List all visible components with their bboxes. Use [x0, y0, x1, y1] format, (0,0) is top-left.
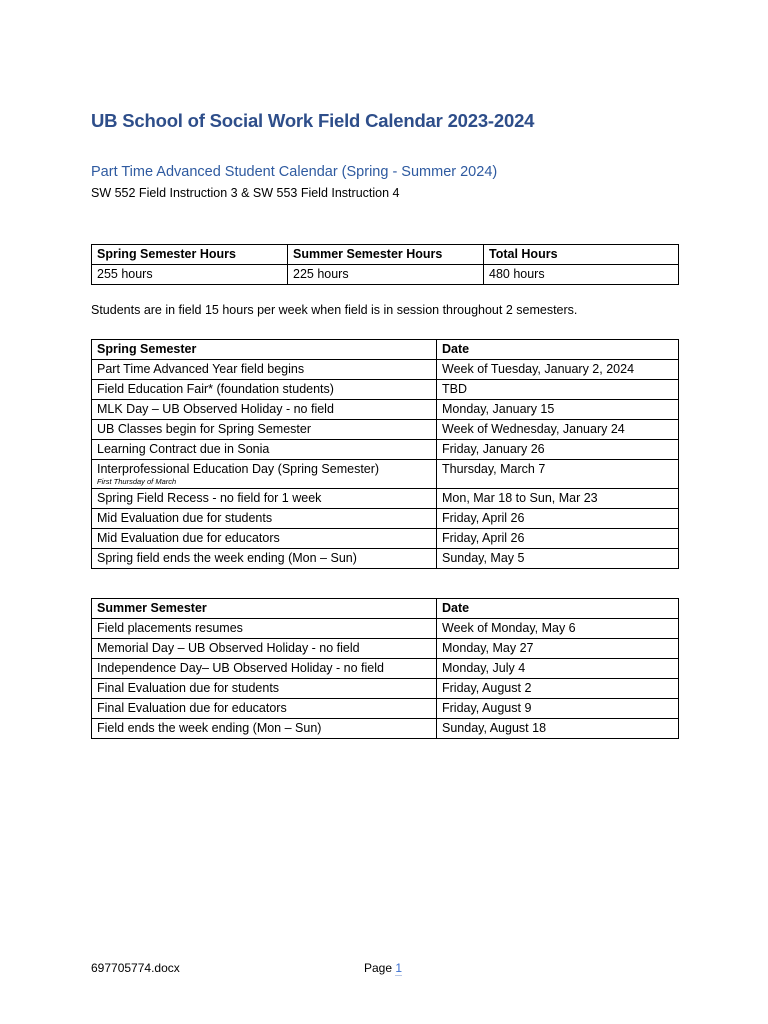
spring-hours-value: 255 hours [92, 265, 288, 285]
event-cell: UB Classes begin for Spring Semester [92, 420, 437, 440]
event-cell: Field placements resumes [92, 619, 437, 639]
event-cell: Final Evaluation due for students [92, 679, 437, 699]
date-cell: Friday, April 26 [437, 509, 679, 529]
date-cell: Monday, July 4 [437, 659, 679, 679]
date-cell: Week of Wednesday, January 24 [437, 420, 679, 440]
table-row [92, 719, 679, 739]
table-row [92, 360, 679, 380]
footer-filename: 697705774.docx [91, 961, 180, 975]
header-summer-hours: Summer Semester Hours [288, 245, 484, 265]
total-hours-value: 480 hours [484, 265, 679, 285]
table-row [92, 420, 679, 440]
table-row [92, 509, 679, 529]
page-number: 1 [395, 961, 403, 975]
date-cell: Mon, Mar 18 to Sun, Mar 23 [437, 489, 679, 509]
table-row [92, 460, 679, 489]
event-cell: Field ends the week ending (Mon – Sun) [92, 719, 437, 739]
event-cell: Part Time Advanced Year field begins [92, 360, 437, 380]
table-row [92, 549, 679, 569]
event-footnote: First Thursday of March [97, 477, 177, 486]
table-row [92, 529, 679, 549]
spring-table-header-row [92, 340, 679, 360]
page-label: Page [364, 961, 393, 975]
date-cell: Sunday, May 5 [437, 549, 679, 569]
table-row [92, 440, 679, 460]
event-cell: Learning Contract due in Sonia [92, 440, 437, 460]
table-row [92, 699, 679, 719]
event-cell [92, 460, 437, 489]
spring-semester-table [91, 339, 679, 569]
header-spring-hours: Spring Semester Hours [92, 245, 288, 265]
summer-hours-value: 225 hours [288, 265, 484, 285]
summer-table-header-row [92, 599, 679, 619]
header-spring-semester: Spring Semester [92, 340, 437, 360]
date-cell: Sunday, August 18 [437, 719, 679, 739]
table-row [92, 679, 679, 699]
date-cell: Friday, August 2 [437, 679, 679, 699]
date-cell: Thursday, March 7 [437, 460, 679, 489]
event-text: Interprofessional Education Day (Spring Semester) [97, 462, 380, 476]
date-cell: Week of Monday, May 6 [437, 619, 679, 639]
table-row [92, 639, 679, 659]
summer-semester-table [91, 598, 679, 739]
hours-table [91, 244, 679, 285]
header-date: Date [437, 340, 679, 360]
event-cell: Mid Evaluation due for students [92, 509, 437, 529]
table-row [92, 619, 679, 639]
event-cell: Spring field ends the week ending (Mon – Sun) [92, 549, 437, 569]
hours-table-header-row [92, 245, 679, 265]
header-total-hours: Total Hours [484, 245, 679, 265]
date-cell: Week of Tuesday, January 2, 2024 [437, 360, 679, 380]
table-row [92, 489, 679, 509]
hours-table-value-row [92, 265, 679, 285]
event-cell: Mid Evaluation due for educators [92, 529, 437, 549]
date-cell: Friday, January 26 [437, 440, 679, 460]
footer-page-number [364, 961, 402, 975]
date-cell: Friday, August 9 [437, 699, 679, 719]
event-cell: MLK Day – UB Observed Holiday - no field [92, 400, 437, 420]
course-line: SW 552 Field Instruction 3 & SW 553 Field Instruction 4 [91, 186, 400, 200]
table-row [92, 659, 679, 679]
table-row [92, 400, 679, 420]
date-cell: TBD [437, 380, 679, 400]
document-title: UB School of Social Work Field Calendar 2023-2024 [91, 110, 535, 131]
event-cell: Independence Day– UB Observed Holiday - no field [92, 659, 437, 679]
date-cell: Monday, May 27 [437, 639, 679, 659]
header-summer-semester: Summer Semester [92, 599, 437, 619]
table-row [92, 380, 679, 400]
event-cell: Memorial Day – UB Observed Holiday - no field [92, 639, 437, 659]
event-cell: Field Education Fair* (foundation students) [92, 380, 437, 400]
session-note: Students are in field 15 hours per week when field is in session throughout 2 semesters. [91, 303, 578, 317]
calendar-subtitle: Part Time Advanced Student Calendar (Spring - Summer 2024) [91, 164, 498, 180]
event-cell: Final Evaluation due for educators [92, 699, 437, 719]
header-date: Date [437, 599, 679, 619]
date-cell: Monday, January 15 [437, 400, 679, 420]
date-cell: Friday, April 26 [437, 529, 679, 549]
event-cell: Spring Field Recess - no field for 1 week [92, 489, 437, 509]
